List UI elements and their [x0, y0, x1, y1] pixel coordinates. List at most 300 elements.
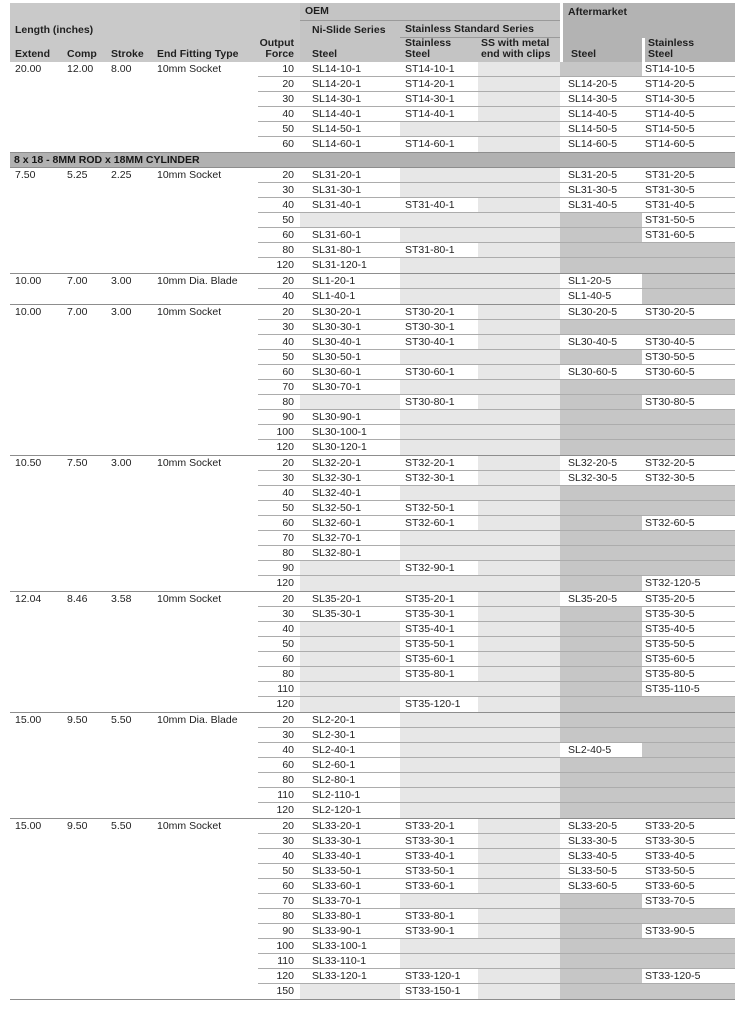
part-number-cell: SL32-70-1 — [300, 531, 400, 546]
part-number-cell: ST33-40-1 — [400, 849, 478, 864]
part-number-cell: SL1-40-1 — [312, 290, 356, 302]
stroke-value: 3.00 — [111, 457, 132, 469]
part-number-cell — [642, 728, 735, 743]
part-number-cell — [560, 682, 642, 697]
end-fitting-value: 10mm Dia. Blade — [157, 714, 238, 726]
output-force-value: 40 — [258, 198, 300, 213]
part-number-cell — [478, 471, 560, 486]
part-number-cell — [400, 788, 478, 803]
section-header: 8 x 18 - 8MM ROD x 18MM CYLINDER — [10, 153, 735, 168]
part-number-cell: SL14-20-1 — [300, 77, 400, 92]
output-force-value: 80 — [258, 546, 300, 561]
part-number-cell: ST33-80-1 — [400, 909, 478, 924]
part-number-cell: ST31-40-5 — [642, 198, 735, 213]
header-length-inches: Length (inches) — [15, 24, 94, 36]
part-number-cell — [642, 320, 735, 335]
part-number-cell — [560, 607, 642, 622]
part-number-cell — [400, 380, 478, 395]
comp-value: 5.25 — [67, 169, 88, 181]
part-number-cell: SL35-30-1 — [300, 607, 400, 622]
part-number-cell: ST33-150-1 — [405, 985, 461, 997]
part-number-cell — [478, 637, 560, 652]
part-number-cell: SL2-60-1 — [300, 758, 400, 773]
part-number-cell: SL32-40-1 — [300, 486, 400, 501]
part-number-cell: ST31-40-1 — [400, 198, 478, 213]
part-number-cell — [478, 652, 560, 667]
part-number-cell: SL1-20-1 — [300, 274, 400, 289]
part-number-cell: SL32-60-1 — [300, 516, 400, 531]
part-number-cell: ST14-10-5 — [642, 62, 735, 77]
part-number-cell: ST30-60-1 — [400, 365, 478, 380]
end-fitting-value: 10mm Socket — [157, 169, 222, 181]
part-number-cell: SL35-20-5 — [560, 592, 642, 607]
output-force-value: 50 — [258, 350, 300, 365]
part-number-cell — [478, 531, 560, 546]
col-header-extend: Extend — [15, 48, 51, 60]
part-number-cell — [560, 637, 642, 652]
part-number-cell — [560, 486, 642, 501]
extend-value: 7.50 — [15, 169, 36, 181]
output-force-value: 90 — [258, 410, 300, 425]
output-force-value: 30 — [258, 320, 300, 335]
part-number-cell: SL14-50-5 — [560, 122, 642, 137]
part-number-cell: ST32-20-1 — [400, 456, 478, 471]
part-number-cell — [400, 576, 478, 591]
part-number-cell — [560, 894, 642, 909]
part-number-cell — [478, 425, 560, 440]
part-number-cell — [478, 380, 560, 395]
part-number-cell — [478, 713, 560, 728]
col-header-aftermarket-steel: Steel — [560, 38, 642, 62]
part-number-cell: SL33-20-5 — [560, 819, 642, 834]
part-number-cell: SL33-40-5 — [560, 849, 642, 864]
part-number-cell — [642, 380, 735, 395]
output-force-value: 60 — [258, 758, 300, 773]
part-number-cell — [560, 803, 642, 818]
part-number-cell: ST33-50-5 — [642, 864, 735, 879]
part-number-cell: SL31-20-1 — [300, 168, 400, 183]
part-number-cell — [560, 320, 642, 335]
part-number-cell — [400, 350, 478, 365]
part-number-cell — [478, 592, 560, 607]
part-number-cell — [478, 758, 560, 773]
end-fitting-value: 10mm Socket — [157, 820, 222, 832]
part-number-cell: SL32-20-1 — [300, 456, 400, 471]
part-number-cell: SL33-70-1 — [300, 894, 400, 909]
part-number-cell: ST14-20-1 — [400, 77, 478, 92]
part-number-cell — [642, 243, 735, 258]
part-number-cell — [560, 410, 642, 425]
output-force-value: 20 — [258, 77, 300, 92]
output-force-value: 20 — [258, 305, 300, 320]
extend-value: 10.00 — [15, 275, 42, 287]
part-number-cell: ST33-40-5 — [642, 849, 735, 864]
part-number-cell: SL32-50-1 — [300, 501, 400, 516]
part-number-cell — [642, 425, 735, 440]
part-number-cell — [560, 773, 642, 788]
part-number-cell: SL32-30-5 — [560, 471, 642, 486]
output-force-value: 30 — [258, 92, 300, 107]
part-number-cell: SL2-20-1 — [300, 713, 400, 728]
part-number-cell: SL33-30-1 — [300, 834, 400, 849]
part-number-cell — [400, 183, 478, 198]
part-number-cell — [400, 713, 478, 728]
part-number-cell — [642, 713, 735, 728]
part-number-cell: ST33-120-1 — [400, 969, 478, 984]
part-number-cell: ST33-60-1 — [400, 879, 478, 894]
part-number-cell: ST31-30-5 — [642, 183, 735, 198]
product-block — [10, 713, 735, 819]
part-number-cell — [560, 440, 642, 455]
part-number-cell — [478, 137, 560, 152]
part-number-cell — [300, 667, 400, 682]
part-number-cell — [560, 984, 642, 999]
stroke-value: 5.50 — [111, 714, 132, 726]
part-number-cell — [560, 667, 642, 682]
part-number-cell: SL33-90-1 — [300, 924, 400, 939]
part-number-cell — [478, 546, 560, 561]
part-number-cell — [478, 305, 560, 320]
output-force-value: 110 — [258, 954, 300, 969]
output-force-value: 50 — [258, 213, 300, 228]
output-force-value: 120 — [276, 804, 294, 816]
part-number-cell — [478, 440, 560, 455]
part-number-cell: ST14-40-1 — [400, 107, 478, 122]
output-force-value: 80 — [258, 395, 300, 410]
part-number-cell: ST35-60-1 — [400, 652, 478, 667]
part-number-cell: ST35-50-5 — [642, 637, 735, 652]
part-number-cell — [478, 516, 560, 531]
part-number-cell — [478, 682, 560, 697]
extend-value: 15.00 — [15, 714, 42, 726]
part-number-cell: SL1-20-5 — [560, 274, 642, 289]
header-spacer — [258, 21, 300, 38]
part-number-cell: ST30-30-1 — [400, 320, 478, 335]
output-force-value: 30 — [258, 471, 300, 486]
part-number-cell — [400, 274, 478, 289]
part-number-cell: ST33-70-5 — [642, 894, 735, 909]
comp-value: 9.50 — [67, 820, 88, 832]
part-number-cell — [478, 788, 560, 803]
part-number-cell — [560, 425, 642, 440]
output-force-value: 70 — [258, 380, 300, 395]
part-number-cell — [560, 622, 642, 637]
part-number-cell — [478, 561, 560, 576]
part-number-cell: SL33-100-1 — [300, 939, 400, 954]
part-number-cell — [478, 728, 560, 743]
part-number-cell: SL31-40-1 — [300, 198, 400, 213]
part-number-cell — [400, 894, 478, 909]
part-number-cell — [400, 440, 478, 455]
part-number-cell — [642, 984, 735, 999]
part-number-cell — [300, 395, 400, 410]
part-number-cell — [642, 758, 735, 773]
part-number-cell: ST32-60-1 — [400, 516, 478, 531]
part-number-cell — [478, 743, 560, 758]
part-number-cell: SL2-110-1 — [300, 788, 400, 803]
output-force-value: 120 — [276, 441, 294, 453]
part-number-cell — [642, 486, 735, 501]
part-number-cell — [560, 939, 642, 954]
part-number-cell — [478, 335, 560, 350]
output-force-value: 80 — [258, 667, 300, 682]
extend-value: 10.00 — [15, 306, 42, 318]
end-fitting-value: 10mm Socket — [157, 593, 222, 605]
header-group-oem: OEM — [300, 3, 560, 21]
part-number-cell — [478, 954, 560, 969]
part-number-cell: SL30-120-1 — [312, 441, 367, 453]
part-number-cell: SL31-30-5 — [560, 183, 642, 198]
output-force-value: 150 — [276, 985, 294, 997]
part-number-cell: ST33-20-1 — [400, 819, 478, 834]
part-number-cell — [642, 939, 735, 954]
part-number-cell — [642, 909, 735, 924]
output-force-value: 60 — [258, 516, 300, 531]
part-number-cell: SL2-40-1 — [300, 743, 400, 758]
part-number-cell: ST30-20-5 — [642, 305, 735, 320]
output-force-value: 20 — [258, 168, 300, 183]
part-number-cell — [400, 803, 478, 818]
output-force-value: 70 — [258, 894, 300, 909]
part-number-cell: ST14-20-5 — [642, 77, 735, 92]
output-force-value: 60 — [258, 365, 300, 380]
stroke-value: 2.25 — [111, 169, 132, 181]
part-number-cell — [478, 819, 560, 834]
part-number-cell: ST35-30-1 — [400, 607, 478, 622]
part-number-cell — [642, 546, 735, 561]
part-number-cell — [300, 652, 400, 667]
part-number-cell — [478, 365, 560, 380]
part-number-cell: ST32-90-1 — [400, 561, 478, 576]
part-number-cell — [400, 954, 478, 969]
part-number-cell: SL14-30-5 — [560, 92, 642, 107]
part-number-cell — [642, 501, 735, 516]
part-number-cell — [400, 743, 478, 758]
comp-value: 9.50 — [67, 714, 88, 726]
part-number-cell — [560, 576, 642, 591]
col-header-comp: Comp — [67, 48, 97, 60]
part-number-cell — [478, 350, 560, 365]
part-number-cell — [300, 682, 400, 697]
part-number-cell — [478, 879, 560, 894]
output-force-value: 60 — [282, 138, 294, 150]
output-force-value: 120 — [276, 259, 294, 271]
part-number-cell — [478, 289, 560, 304]
output-force-value: 100 — [258, 939, 300, 954]
part-number-cell: ST14-50-5 — [642, 122, 735, 137]
output-force-value: 80 — [258, 773, 300, 788]
header-left-spacer — [10, 3, 300, 21]
part-number-cell: SL33-50-1 — [300, 864, 400, 879]
output-force-value: 120 — [276, 577, 294, 589]
part-number-cell — [478, 62, 560, 77]
part-number-cell — [560, 924, 642, 939]
part-number-cell: ST30-40-5 — [642, 335, 735, 350]
part-number-cell: ST33-30-1 — [400, 834, 478, 849]
part-number-cell: SL30-60-5 — [560, 365, 642, 380]
output-force-value: 40 — [258, 743, 300, 758]
part-number-cell — [642, 289, 735, 304]
part-number-cell — [642, 440, 735, 455]
product-block — [10, 274, 735, 305]
output-force-value: 40 — [258, 849, 300, 864]
part-number-cell — [478, 456, 560, 471]
output-force-value: 60 — [258, 652, 300, 667]
part-number-cell: ST35-20-5 — [642, 592, 735, 607]
part-number-cell — [400, 531, 478, 546]
part-number-cell — [400, 546, 478, 561]
part-number-cell — [400, 289, 478, 304]
part-number-cell — [478, 243, 560, 258]
part-number-cell — [400, 758, 478, 773]
output-force-value: 20 — [258, 456, 300, 471]
header-ni-slide-series: Ni-Slide Series — [300, 21, 400, 38]
output-force-value: 120 — [276, 698, 294, 710]
part-number-cell — [478, 969, 560, 984]
comp-value: 8.46 — [67, 593, 88, 605]
part-number-cell — [478, 168, 560, 183]
part-number-cell — [560, 954, 642, 969]
part-number-cell: ST31-60-5 — [642, 228, 735, 243]
part-number-cell — [642, 803, 735, 818]
part-number-cell — [478, 864, 560, 879]
output-force-value: 30 — [258, 183, 300, 198]
part-number-cell: SL33-60-5 — [560, 879, 642, 894]
part-number-cell — [642, 743, 735, 758]
part-number-cell — [478, 395, 560, 410]
product-block — [10, 168, 735, 274]
part-number-cell — [560, 395, 642, 410]
header-stainless-standard-series: Stainless Standard Series — [400, 21, 560, 38]
output-force-value: 30 — [258, 607, 300, 622]
part-number-cell: SL14-50-1 — [300, 122, 400, 137]
part-number-cell — [478, 849, 560, 864]
part-number-cell: ST33-30-5 — [642, 834, 735, 849]
part-number-cell — [300, 213, 400, 228]
part-number-cell — [400, 425, 478, 440]
part-number-cell: SL14-30-1 — [300, 92, 400, 107]
part-number-cell: ST14-60-1 — [405, 138, 455, 150]
part-number-cell — [400, 213, 478, 228]
part-number-cell — [560, 258, 642, 273]
part-number-cell: SL31-40-5 — [560, 198, 642, 213]
part-number-cell — [400, 258, 478, 273]
header-aftermarket-spacer — [560, 21, 735, 38]
part-number-cell: ST14-30-5 — [642, 92, 735, 107]
table-body — [10, 62, 735, 1000]
product-block — [10, 62, 735, 153]
output-force-value: 50 — [258, 501, 300, 516]
output-force-value: 50 — [258, 637, 300, 652]
part-number-cell — [560, 758, 642, 773]
part-number-cell — [478, 984, 560, 999]
part-number-cell — [560, 380, 642, 395]
part-number-cell — [560, 350, 642, 365]
part-number-cell: SL30-90-1 — [300, 410, 400, 425]
part-number-cell: ST35-50-1 — [400, 637, 478, 652]
part-number-cell — [478, 834, 560, 849]
output-force-value: 80 — [258, 243, 300, 258]
comp-value: 12.00 — [67, 63, 94, 75]
part-number-cell: SL30-60-1 — [300, 365, 400, 380]
part-number-cell: SL30-40-1 — [300, 335, 400, 350]
extend-value: 15.00 — [15, 820, 42, 832]
part-number-cell — [560, 501, 642, 516]
part-number-cell — [478, 697, 560, 712]
part-number-cell: ST35-40-1 — [400, 622, 478, 637]
output-force-value: 90 — [258, 561, 300, 576]
part-number-cell: ST32-30-5 — [642, 471, 735, 486]
part-number-cell: SL30-100-1 — [300, 425, 400, 440]
output-force-value: 120 — [258, 969, 300, 984]
stroke-value: 3.00 — [111, 306, 132, 318]
part-number-cell: SL14-10-1 — [300, 62, 400, 77]
part-number-cell — [560, 713, 642, 728]
part-number-cell — [560, 728, 642, 743]
part-number-cell — [478, 622, 560, 637]
part-number-cell: ST33-120-5 — [642, 969, 735, 984]
part-number-cell: SL33-80-1 — [300, 909, 400, 924]
part-number-cell: SL14-60-1 — [312, 138, 362, 150]
part-number-cell: SL2-120-1 — [312, 804, 362, 816]
part-number-cell: SL31-120-1 — [312, 259, 367, 271]
output-force-value: 40 — [258, 486, 300, 501]
part-number-cell: ST35-20-1 — [400, 592, 478, 607]
part-number-cell: ST35-110-5 — [642, 682, 735, 697]
part-number-cell — [478, 228, 560, 243]
part-number-cell: SL14-20-5 — [560, 77, 642, 92]
part-number-cell: ST32-60-5 — [642, 516, 735, 531]
part-number-cell: ST30-20-1 — [400, 305, 478, 320]
output-force-value: 50 — [258, 122, 300, 137]
part-number-cell — [560, 652, 642, 667]
output-force-value: 30 — [258, 728, 300, 743]
part-number-cell — [560, 561, 642, 576]
part-number-cell: SL32-30-1 — [300, 471, 400, 486]
part-number-cell — [478, 894, 560, 909]
part-number-cell — [478, 410, 560, 425]
stroke-value: 3.00 — [111, 275, 132, 287]
output-force-value: 20 — [258, 592, 300, 607]
part-number-cell: SL14-40-5 — [560, 107, 642, 122]
part-number-cell: ST33-90-1 — [400, 924, 478, 939]
part-number-cell — [400, 773, 478, 788]
part-number-cell: SL32-80-1 — [300, 546, 400, 561]
col-header-oem-stainless-steel: Stainless Steel — [400, 38, 478, 62]
comp-value: 7.00 — [67, 275, 88, 287]
product-block — [10, 592, 735, 713]
output-force-value: 10 — [258, 62, 300, 77]
part-number-cell — [642, 561, 735, 576]
part-number-cell: SL30-70-1 — [300, 380, 400, 395]
part-number-cell — [478, 773, 560, 788]
col-header-end-fitting-type: End Fitting Type — [157, 48, 239, 60]
part-number-cell: ST31-20-5 — [642, 168, 735, 183]
part-number-cell: ST35-80-5 — [642, 667, 735, 682]
part-number-cell — [300, 576, 400, 591]
part-number-cell: ST35-120-1 — [405, 698, 461, 710]
end-fitting-value: 10mm Socket — [157, 63, 222, 75]
output-force-value: 20 — [258, 819, 300, 834]
part-number-cell: ST32-120-5 — [645, 577, 701, 589]
part-number-cell — [478, 576, 560, 591]
comp-value: 7.00 — [67, 306, 88, 318]
part-number-cell: SL30-30-1 — [300, 320, 400, 335]
part-number-cell — [478, 213, 560, 228]
part-number-cell — [478, 939, 560, 954]
part-number-cell — [560, 213, 642, 228]
part-number-cell — [400, 168, 478, 183]
